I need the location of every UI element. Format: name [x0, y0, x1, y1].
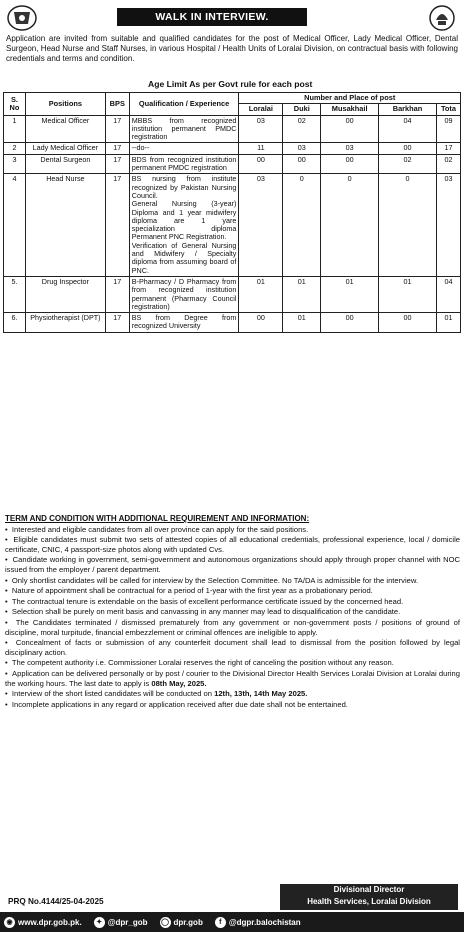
- col-number-place-header: Number and Place of post: [239, 93, 461, 104]
- age-limit-heading: Age Limit As per Govt rule for each post: [148, 79, 313, 89]
- term-item: • The competent authority i.e. Commissioner Loralai reserves the right of canceling the position without any reason.: [5, 658, 460, 668]
- count-cell: 09: [436, 115, 460, 143]
- sno-cell: 6.: [4, 313, 26, 333]
- term-item: • Concealment of facts or submission of any counterfeit document shall lead to dismissal from the position followed by legal disciplinary action.: [5, 638, 460, 657]
- count-cell: 00: [239, 313, 283, 333]
- qualification-cell: B-Pharmacy / D Pharmacy from from recognized institution permanent (Pharmacy Council registration): [129, 276, 239, 312]
- qualification-cell: BS nursing from institute recognized by Pakistan Nursing Council. General Nursing (3-year) Diploma and 1 year midwifery diploma are 1 yare specialization diploma Permanent PNC Registration. Verification of General Nursing and Midwifery / Specialty diploma from assuming board of PNC.: [129, 174, 239, 277]
- term-item: • The contractual tenure is extendable on the basis of excellent performance certificate issued by the concerned head.: [5, 597, 460, 607]
- position-cell: Medical Officer: [25, 115, 105, 143]
- footer-bar: [0, 912, 464, 932]
- count-cell: 03: [436, 174, 460, 277]
- terms-title: TERM AND CONDITION WITH ADDITIONAL REQUIREMENT AND INFORMATION:: [5, 514, 310, 523]
- footer-instagram[interactable]: [160, 917, 203, 928]
- count-cell: 04: [379, 115, 437, 143]
- term-item: • Candidate working in government, semi-government and autonomous organizations should apply through proper channel with NOC issued from the employer / parent department.: [5, 555, 460, 574]
- prq-number: PRQ No.4144/25-04-2025: [8, 897, 104, 906]
- count-cell: 01: [239, 276, 283, 312]
- table-row: [4, 154, 461, 174]
- count-cell: 03: [321, 143, 379, 154]
- table-row: [4, 276, 461, 312]
- health-department-logo-icon: [426, 4, 458, 32]
- instagram-icon: ◯: [161, 918, 169, 926]
- twitter-icon: ✦: [94, 917, 105, 928]
- count-cell: 02: [379, 154, 437, 174]
- table-header-row: [4, 93, 461, 104]
- col-total-header: Tota: [436, 104, 460, 115]
- col-positions-header: Positions: [25, 93, 105, 116]
- sno-cell: 2: [4, 143, 26, 154]
- intro-paragraph: Application are invited from suitable and qualified candidates for the post of Medical Officer, Lady Medical Officer, Dental Surgeon, Head Nurse and Staff Nurses, in various Hospital / Health Units of Loralai Division, on contractual basis with following credentials and terms and condition.: [6, 34, 458, 64]
- footer-website[interactable]: [4, 917, 82, 928]
- footer-twitter[interactable]: [94, 917, 148, 928]
- term-item: • Selection shall be purely on merit basis and canvassing in any manner may lead to disqualification of the candidate.: [5, 607, 460, 617]
- bps-cell: 17: [105, 174, 129, 277]
- table-row: [4, 174, 461, 277]
- count-cell: 03: [239, 115, 283, 143]
- sno-cell: 4: [4, 174, 26, 277]
- terms-list: [5, 525, 460, 710]
- position-cell: Drug Inspector: [25, 276, 105, 312]
- deadline-date: 08th May, 2025.: [151, 678, 207, 688]
- deadline-text: Application can be delivered personally or by post / courier to the Divisional Director Health Services Loralai Division at Loralai during the working hours. The last date to apply is: [5, 668, 460, 688]
- terms-section: [5, 514, 460, 710]
- count-cell: 00: [321, 313, 379, 333]
- website-link[interactable]: www.dpr.gob.pk.: [18, 917, 82, 927]
- table-row: [4, 115, 461, 143]
- col-bps-header: BPS: [105, 93, 129, 116]
- position-cell: Lady Medical Officer: [25, 143, 105, 154]
- bps-cell: 17: [105, 115, 129, 143]
- count-cell: 0: [283, 174, 321, 277]
- col-duki-header: Duki: [283, 104, 321, 115]
- count-cell: 00: [379, 143, 437, 154]
- count-cell: 04: [436, 276, 460, 312]
- term-item: • Eligible candidates must submit two sets of attested copies of all educational credentials, professional experience, local / domicile certificate, CNIC, 4 passport-size photos along with updated Cvs.: [5, 535, 460, 554]
- count-cell: 0: [321, 174, 379, 277]
- term-item: • Interested and eligible candidates from all over province can apply for the said positions.: [5, 525, 460, 535]
- count-cell: 00: [239, 154, 283, 174]
- count-cell: 01: [283, 313, 321, 333]
- page-title: WALK IN INTERVIEW.: [117, 8, 307, 26]
- signature-block: [280, 884, 458, 910]
- col-loralai-header: Loralai: [239, 104, 283, 115]
- term-item-interview: [5, 689, 460, 699]
- count-cell: 0: [379, 174, 437, 277]
- term-item: • Nature of appointment shall be contractual for a period of 1-year with the first year as a probationary period.: [5, 586, 460, 596]
- count-cell: 03: [239, 174, 283, 277]
- term-item: • Incomplete applications in any regard or application received after due date shall not be entertained.: [5, 700, 460, 710]
- position-cell: Physiotherapist (DPT): [25, 313, 105, 333]
- col-sno-header: S. No: [4, 93, 26, 116]
- bps-cell: 17: [105, 276, 129, 312]
- instagram-handle[interactable]: dpr.gob: [173, 917, 203, 927]
- footer-facebook[interactable]: [215, 917, 301, 928]
- count-cell: 03: [283, 143, 321, 154]
- count-cell: 00: [321, 115, 379, 143]
- col-musakhail-header: Musakhail: [321, 104, 379, 115]
- position-cell: Head Nurse: [25, 174, 105, 277]
- col-qualification-header: Qualification / Experience: [129, 93, 239, 116]
- posts-table: [3, 92, 461, 333]
- bps-cell: 17: [105, 154, 129, 174]
- interview-dates: 12th, 13th, 14th May 2025.: [214, 689, 308, 699]
- count-cell: 01: [436, 313, 460, 333]
- count-cell: 17: [436, 143, 460, 154]
- bps-cell: 17: [105, 143, 129, 154]
- header: [0, 0, 464, 34]
- sno-cell: 5.: [4, 276, 26, 312]
- qualification-cell: --do--: [129, 143, 239, 154]
- col-barkhan-header: Barkhan: [379, 104, 437, 115]
- twitter-handle[interactable]: @dpr_gob: [107, 917, 148, 927]
- count-cell: 00: [379, 313, 437, 333]
- table-row: [4, 313, 461, 333]
- count-cell: 00: [283, 154, 321, 174]
- term-item-deadline: [5, 669, 460, 688]
- signature-title: Divisional Director: [333, 885, 405, 894]
- interview-text: Interview of the short listed candidates will be conducted on: [11, 689, 212, 699]
- bps-cell: 17: [105, 313, 129, 333]
- globe-icon: ◉: [4, 917, 15, 928]
- qualification-cell: MBBS from recognized institution permanent PMDC registration: [129, 115, 239, 143]
- facebook-handle[interactable]: @dgpr.balochistan: [228, 917, 301, 927]
- qualification-cell: BDS from recognized institution permanent PMDC registration: [129, 154, 239, 174]
- facebook-icon: f: [215, 917, 226, 928]
- sno-cell: 1: [4, 115, 26, 143]
- term-item: • The Candidates terminated / dismissed prematurely from any government or non-government posts / positions of ground of discipline, moral turpitude, financial embezzlement or criminal offences are ineligible to apply.: [5, 618, 460, 637]
- count-cell: 02: [436, 154, 460, 174]
- table-row: [4, 143, 461, 154]
- count-cell: 02: [283, 115, 321, 143]
- qualification-cell: BS from Degree from recognized University: [129, 313, 239, 333]
- count-cell: 01: [321, 276, 379, 312]
- position-cell: Dental Surgeon: [25, 154, 105, 174]
- government-emblem-icon: [6, 4, 38, 32]
- count-cell: 01: [283, 276, 321, 312]
- signature-office: Health Services, Loralai Division: [307, 897, 431, 906]
- term-item: • Only shortlist candidates will be called for interview by the Selection Committee. No TA/DA is admissible for the interview.: [5, 576, 460, 586]
- count-cell: 11: [239, 143, 283, 154]
- sno-cell: 3: [4, 154, 26, 174]
- count-cell: 00: [321, 154, 379, 174]
- count-cell: 01: [379, 276, 437, 312]
